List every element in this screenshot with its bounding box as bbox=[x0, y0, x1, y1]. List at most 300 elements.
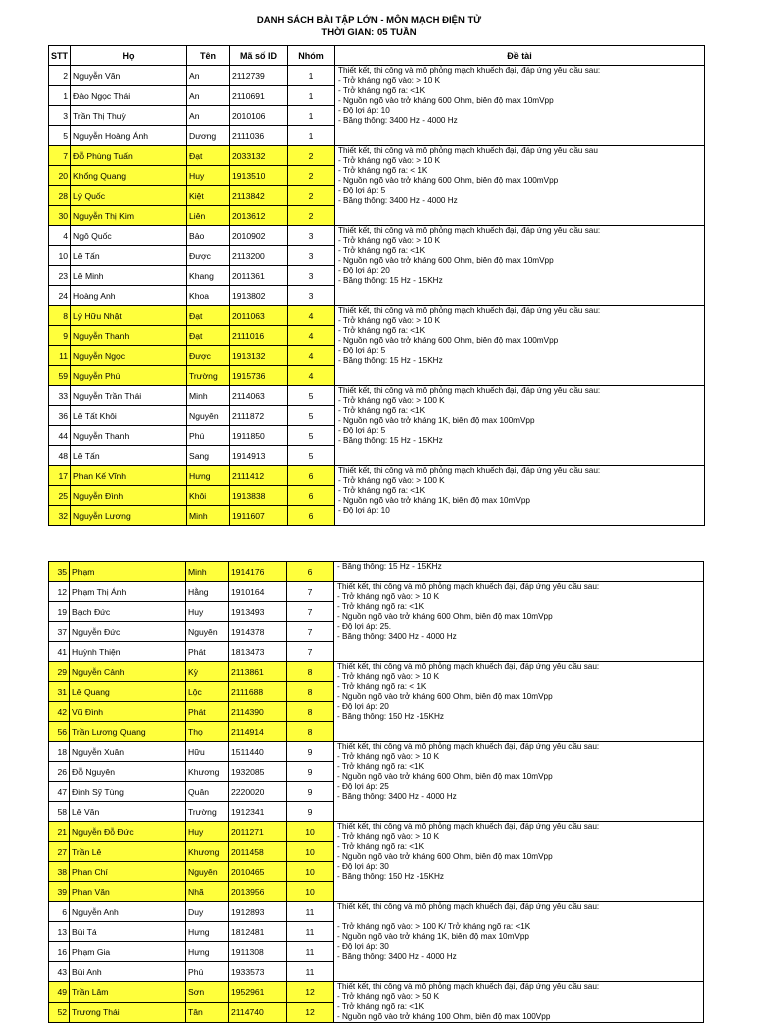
cell-id: 1911850 bbox=[230, 426, 288, 446]
topic-line: - Độ lợi áp: 25 bbox=[337, 782, 389, 791]
cell-ten: Bảo bbox=[187, 226, 230, 246]
cell-nhom: 3 bbox=[288, 226, 335, 246]
cell-topic bbox=[335, 466, 705, 526]
table-row bbox=[49, 466, 705, 486]
cell-nhom: 1 bbox=[288, 126, 335, 146]
cell-nhom: 1 bbox=[288, 106, 335, 126]
cell-stt: 36 bbox=[49, 406, 71, 426]
cell-nhom: 2 bbox=[288, 166, 335, 186]
cell-nhom: 9 bbox=[287, 742, 334, 762]
table-row bbox=[49, 562, 704, 582]
cell-ten: Minh bbox=[187, 386, 230, 406]
cell-ho: Vũ Đình bbox=[70, 702, 186, 722]
topic-line: - Độ lợi áp: 10 bbox=[338, 106, 390, 115]
topic-line: - Độ lợi áp: 5 bbox=[338, 346, 386, 355]
cell-id: 1813473 bbox=[229, 642, 287, 662]
cell-ten: Minh bbox=[187, 506, 230, 526]
cell-id: 2113842 bbox=[230, 186, 288, 206]
table-header-row bbox=[49, 46, 705, 66]
topic-line: - Trở kháng ngõ ra: <1K bbox=[338, 86, 426, 95]
cell-nhom: 8 bbox=[287, 722, 334, 742]
cell-id: 1511440 bbox=[229, 742, 287, 762]
cell-stt: 24 bbox=[49, 286, 71, 306]
cell-id: 1914176 bbox=[229, 562, 287, 582]
cell-id: 2011361 bbox=[230, 266, 288, 286]
topic-line: - Trở kháng ngõ ra: <1K bbox=[338, 406, 426, 415]
document-subtitle: THỜI GIAN: 05 TUẦN bbox=[321, 27, 417, 38]
table-row bbox=[49, 662, 704, 682]
cell-id: 2114740 bbox=[229, 1002, 287, 1023]
topic-line: - Nguồn ngõ vào trở kháng 600 Ohm, biên độ max 10mVpp bbox=[338, 256, 554, 265]
cell-nhom: 1 bbox=[288, 66, 335, 86]
document-title: DANH SÁCH BÀI TẬP LỚN - MÔN MẠCH ĐIỆN TỬ bbox=[256, 15, 482, 26]
topic-line: - Trở kháng ngõ ra: <1K bbox=[337, 602, 425, 611]
cell-ten: Thọ bbox=[186, 722, 229, 742]
cell-ten: Khương bbox=[186, 842, 229, 862]
cell-id: 1933573 bbox=[229, 962, 287, 982]
cell-topic bbox=[334, 582, 704, 662]
cell-ten: Phát bbox=[186, 702, 229, 722]
cell-id: 1913510 bbox=[230, 166, 288, 186]
topic-line: - Trở kháng ngõ ra: <1K bbox=[338, 486, 426, 495]
cell-ten: Hữu bbox=[186, 742, 229, 762]
cell-nhom: 6 bbox=[288, 506, 335, 526]
topic-line: - Nguồn ngõ vào trở kháng 100 Ohm, biên độ max 100Vpp bbox=[337, 1012, 551, 1021]
cell-ten: Đạt bbox=[187, 306, 230, 326]
header-id: Mã số ID bbox=[230, 46, 288, 66]
cell-stt: 37 bbox=[49, 622, 70, 642]
cell-nhom: 10 bbox=[287, 882, 334, 902]
cell-ho: Nguyễn Anh bbox=[70, 902, 186, 922]
cell-stt: 21 bbox=[49, 822, 70, 842]
cell-nhom: 12 bbox=[287, 982, 334, 1003]
header-nhom: Nhóm bbox=[288, 46, 335, 66]
table-row bbox=[49, 742, 704, 762]
topic-line: - Nguồn ngõ vào trở kháng 1K, biên độ max 100mVpp bbox=[338, 416, 535, 425]
cell-nhom: 5 bbox=[288, 386, 335, 406]
cell-stt: 38 bbox=[49, 862, 70, 882]
cell-stt: 28 bbox=[49, 186, 71, 206]
cell-ho: Nguyễn Thanh bbox=[71, 426, 187, 446]
cell-stt: 35 bbox=[49, 562, 70, 582]
cell-ho: Phạm Thị Ánh bbox=[70, 582, 186, 602]
cell-stt: 6 bbox=[49, 902, 70, 922]
cell-nhom: 9 bbox=[287, 802, 334, 822]
cell-ten: Huy bbox=[186, 822, 229, 842]
cell-topic bbox=[334, 662, 704, 742]
cell-stt: 31 bbox=[49, 682, 70, 702]
cell-nhom: 8 bbox=[287, 662, 334, 682]
cell-stt: 56 bbox=[49, 722, 70, 742]
cell-ho: Trần Lê bbox=[70, 842, 186, 862]
cell-ten: Hưng bbox=[186, 942, 229, 962]
cell-ho: Lê Tấn bbox=[71, 446, 187, 466]
topic-line: - Nguồn ngõ vào trở kháng 600 Ohm, biên độ max 10mVpp bbox=[337, 772, 553, 781]
assignment-table-page1 bbox=[48, 45, 705, 526]
cell-ten: An bbox=[187, 86, 230, 106]
cell-nhom: 3 bbox=[288, 286, 335, 306]
cell-stt: 4 bbox=[49, 226, 71, 246]
cell-ten: An bbox=[187, 66, 230, 86]
cell-id: 1914913 bbox=[230, 446, 288, 466]
topic-line: - Độ lợi áp: 25. bbox=[337, 622, 392, 631]
cell-nhom: 10 bbox=[287, 842, 334, 862]
topic-line: Thiết kết, thi công và mô phỏng mạch khuếch đại, đáp ứng yêu cầu sau: bbox=[337, 822, 600, 831]
cell-ten: Tân bbox=[186, 1002, 229, 1023]
cell-nhom: 5 bbox=[288, 406, 335, 426]
topic-line: - Trở kháng ngõ vào: > 10 K bbox=[337, 832, 440, 841]
topic-line: - Độ lợi áp: 10 bbox=[338, 506, 390, 515]
cell-topic bbox=[335, 146, 705, 226]
cell-id: 2010465 bbox=[229, 862, 287, 882]
cell-ten: Nguyên bbox=[186, 622, 229, 642]
cell-id: 1910164 bbox=[229, 582, 287, 602]
cell-id: 2011458 bbox=[229, 842, 287, 862]
topic-line: - Nguồn ngõ vào trở kháng 600 Ohm, biên độ max 100mVpp bbox=[338, 336, 559, 345]
topic-line: Thiết kết, thi công và mô phỏng mạch khuếch đại, đáp ứng yêu cầu sau bbox=[338, 146, 598, 155]
cell-ten: Huy bbox=[187, 166, 230, 186]
cell-stt: 27 bbox=[49, 842, 70, 862]
cell-nhom: 10 bbox=[287, 862, 334, 882]
cell-id: 1932085 bbox=[229, 762, 287, 782]
cell-ten: Trường bbox=[186, 802, 229, 822]
cell-id: 2013612 bbox=[230, 206, 288, 226]
topic-line: - Băng thông: 3400 Hz - 4000 Hz bbox=[338, 116, 458, 125]
cell-ho: Lý Hữu Nhật bbox=[71, 306, 187, 326]
topic-line: - Độ lợi áp: 20 bbox=[338, 266, 390, 275]
cell-ho: Đỗ Phùng Tuấn bbox=[71, 146, 187, 166]
cell-ho: Đinh Sỹ Tùng bbox=[70, 782, 186, 802]
table-row bbox=[49, 902, 704, 922]
cell-stt: 5 bbox=[49, 126, 71, 146]
topic-line: Thiết kết, thi công và mô phỏng mạch khuếch đại, đáp ứng yêu cầu sau: bbox=[337, 742, 600, 751]
cell-nhom: 4 bbox=[288, 306, 335, 326]
cell-id: 2010106 bbox=[230, 106, 288, 126]
cell-nhom: 5 bbox=[288, 426, 335, 446]
header-detai: Đề tài bbox=[335, 46, 705, 66]
cell-ten: Kiệt bbox=[187, 186, 230, 206]
cell-ten: Huy bbox=[186, 602, 229, 622]
cell-ten: Được bbox=[187, 346, 230, 366]
cell-nhom: 9 bbox=[287, 782, 334, 802]
topic-line: - Trở kháng ngõ vào: > 10 K bbox=[337, 752, 440, 761]
cell-stt: 9 bbox=[49, 326, 71, 346]
topic-line: - Trở kháng ngõ ra: <1K bbox=[337, 762, 425, 771]
cell-nhom: 6 bbox=[288, 486, 335, 506]
topic-line: - Băng thông: 15 Hz - 15KHz bbox=[338, 356, 443, 365]
table-row bbox=[49, 822, 704, 842]
cell-ho: Phạm bbox=[70, 562, 186, 582]
cell-ten: Dương bbox=[187, 126, 230, 146]
cell-nhom: 8 bbox=[287, 702, 334, 722]
cell-id: 1912893 bbox=[229, 902, 287, 922]
cell-ho: Khổng Quang bbox=[71, 166, 187, 186]
topic-line: Thiết kết, thi công và mô phỏng mạch khuếch đại, đáp ứng yêu cầu sau: bbox=[337, 902, 600, 911]
cell-id: 2111412 bbox=[230, 466, 288, 486]
cell-id: 1914378 bbox=[229, 622, 287, 642]
cell-ten: Nhã bbox=[186, 882, 229, 902]
cell-id: 1913838 bbox=[230, 486, 288, 506]
cell-ho: Trần Thị Thuỳ bbox=[71, 106, 187, 126]
cell-stt: 58 bbox=[49, 802, 70, 822]
topic-line: Thiết kết, thi công và mô phỏng mạch khuếch đại, đáp ứng yêu cầu sau: bbox=[337, 582, 600, 591]
cell-ho: Lê Tấn bbox=[71, 246, 187, 266]
cell-stt: 26 bbox=[49, 762, 70, 782]
cell-stt: 48 bbox=[49, 446, 71, 466]
topic-line: - Băng thông: 3400 Hz - 4000 Hz bbox=[337, 952, 457, 961]
cell-ho: Bùi Tá bbox=[70, 922, 186, 942]
cell-ten: Phú bbox=[187, 426, 230, 446]
cell-id: 2111016 bbox=[230, 326, 288, 346]
header-stt: STT bbox=[49, 46, 71, 66]
cell-id: 1911607 bbox=[230, 506, 288, 526]
cell-stt: 1 bbox=[49, 86, 71, 106]
topic-line: Thiết kết, thi công và mô phỏng mạch khuếch đại, đáp ứng yêu cầu sau: bbox=[338, 306, 601, 315]
cell-stt: 11 bbox=[49, 346, 71, 366]
topic-line: - Trở kháng ngõ ra: <1K bbox=[337, 1002, 425, 1011]
cell-stt: 29 bbox=[49, 662, 70, 682]
topic-line: Thiết kết, thi công và mô phỏng mạch khuếch đại, đáp ứng yêu cầu sau: bbox=[337, 662, 600, 671]
cell-nhom: 2 bbox=[288, 146, 335, 166]
cell-ten: Được bbox=[187, 246, 230, 266]
cell-ten: Phú bbox=[186, 962, 229, 982]
topic-line: Thiết kết, thi công và mô phỏng mạch khuếch đại, đáp ứng yêu cầu sau: bbox=[338, 226, 601, 235]
table-body-page1 bbox=[49, 66, 705, 526]
cell-nhom: 6 bbox=[288, 466, 335, 486]
topic-line: Thiết kết, thi công và mô phỏng mạch khuếch đại, đáp ứng yêu cầu sau: bbox=[338, 386, 601, 395]
cell-ho: Phan Văn bbox=[70, 882, 186, 902]
cell-ho: Nguyễn Lương bbox=[71, 506, 187, 526]
table-row bbox=[49, 226, 705, 246]
cell-ho: Nguyễn Phú bbox=[71, 366, 187, 386]
cell-nhom: 1 bbox=[288, 86, 335, 106]
topic-line: - Băng thông: 15 Hz - 15KHz bbox=[337, 562, 442, 571]
cell-stt: 13 bbox=[49, 922, 70, 942]
cell-ho: Nguyễn Hoàng Ánh bbox=[71, 126, 187, 146]
cell-stt: 42 bbox=[49, 702, 70, 722]
topic-line: - Độ lợi áp: 5 bbox=[338, 186, 386, 195]
cell-nhom: 8 bbox=[287, 682, 334, 702]
cell-stt: 41 bbox=[49, 642, 70, 662]
cell-stt: 25 bbox=[49, 486, 71, 506]
topic-line: - Trở kháng ngõ vào: > 50 K bbox=[337, 992, 440, 1001]
cell-ten: Nguyên bbox=[187, 406, 230, 426]
cell-nhom: 4 bbox=[288, 366, 335, 386]
cell-ho: Trần Lâm bbox=[70, 982, 186, 1003]
topic-line: - Nguồn ngõ vào trở kháng 1K, biên độ max 10mVpp bbox=[337, 932, 529, 941]
cell-nhom: 7 bbox=[287, 582, 334, 602]
cell-ho: Đào Ngọc Thái bbox=[71, 86, 187, 106]
topic-line: - Trở kháng ngõ vào: > 10 K bbox=[337, 672, 440, 681]
cell-stt: 52 bbox=[49, 1002, 70, 1023]
cell-ho: Bùi Anh bbox=[70, 962, 186, 982]
cell-ho: Bạch Đức bbox=[70, 602, 186, 622]
cell-id: 2111872 bbox=[230, 406, 288, 426]
cell-nhom: 4 bbox=[288, 346, 335, 366]
cell-stt: 16 bbox=[49, 942, 70, 962]
cell-ten: Duy bbox=[186, 902, 229, 922]
cell-id: 1915736 bbox=[230, 366, 288, 386]
cell-ho: Phan Kế Vĩnh bbox=[71, 466, 187, 486]
topic-line: - Nguồn ngõ vào trở kháng 600 Ohm, biên độ max 10mVpp bbox=[337, 612, 553, 621]
cell-stt: 19 bbox=[49, 602, 70, 622]
cell-nhom: 3 bbox=[288, 246, 335, 266]
cell-stt: 49 bbox=[49, 982, 70, 1003]
cell-ten: Nguyên bbox=[186, 862, 229, 882]
cell-ten: Quân bbox=[186, 782, 229, 802]
cell-topic bbox=[335, 226, 705, 306]
cell-topic bbox=[334, 742, 704, 822]
cell-ho: Trần Lương Quang bbox=[70, 722, 186, 742]
cell-ho: Đỗ Nguyên bbox=[70, 762, 186, 782]
topic-line: - Trở kháng ngõ vào: > 10 K bbox=[338, 76, 441, 85]
cell-ten: Đạt bbox=[187, 146, 230, 166]
cell-ho: Nguyễn Thị Kim bbox=[71, 206, 187, 226]
table-row bbox=[49, 66, 705, 86]
topic-line: - Độ lợi áp: 30 bbox=[337, 942, 389, 951]
topic-line: - Độ lợi áp: 30 bbox=[337, 862, 389, 871]
cell-nhom: 7 bbox=[287, 602, 334, 622]
topic-line: - Trở kháng ngõ vào: > 10 K bbox=[337, 592, 440, 601]
topic-line: Thiết kết, thi công và mô phỏng mạch khuếch đại, đáp ứng yêu cầu sau: bbox=[337, 982, 600, 991]
cell-id: 2114063 bbox=[230, 386, 288, 406]
cell-topic bbox=[334, 822, 704, 902]
table-row bbox=[49, 582, 704, 602]
cell-ho: Phạm Gia bbox=[70, 942, 186, 962]
cell-ten: Khang bbox=[187, 266, 230, 286]
cell-stt: 32 bbox=[49, 506, 71, 526]
cell-id: 1913132 bbox=[230, 346, 288, 366]
cell-ho: Trương Thái bbox=[70, 1002, 186, 1023]
cell-ho: Phan Chí bbox=[70, 862, 186, 882]
cell-topic bbox=[334, 982, 704, 1023]
cell-stt: 33 bbox=[49, 386, 71, 406]
header-ho: Họ bbox=[71, 46, 187, 66]
cell-nhom: 12 bbox=[287, 1002, 334, 1023]
topic-line: - Trở kháng ngõ ra: <1K bbox=[337, 842, 425, 851]
cell-id: 1952961 bbox=[229, 982, 287, 1003]
cell-ho: Nguyễn Trần Thái bbox=[71, 386, 187, 406]
topic-line: - Băng thông: 15 Hz - 15KHz bbox=[338, 436, 443, 445]
cell-ten: Minh bbox=[186, 562, 229, 582]
cell-ten: Liên bbox=[187, 206, 230, 226]
cell-stt: 23 bbox=[49, 266, 71, 286]
cell-nhom: 6 bbox=[287, 562, 334, 582]
document-title-block bbox=[0, 15, 768, 39]
cell-stt: 10 bbox=[49, 246, 71, 266]
topic-line: - Băng thông: 3400 Hz - 4000 Hz bbox=[338, 196, 458, 205]
table-row bbox=[49, 146, 705, 166]
cell-ho: Lê Minh bbox=[71, 266, 187, 286]
topic-line: - Trở kháng ngõ ra: < 1K bbox=[338, 166, 428, 175]
cell-ten: Trường bbox=[187, 366, 230, 386]
cell-nhom: 5 bbox=[288, 446, 335, 466]
cell-id: 2112739 bbox=[230, 66, 288, 86]
cell-nhom: 7 bbox=[287, 622, 334, 642]
cell-nhom: 11 bbox=[287, 942, 334, 962]
cell-id: 2111036 bbox=[230, 126, 288, 146]
cell-id: 2011271 bbox=[229, 822, 287, 842]
topic-line: - Nguồn ngõ vào trở kháng 600 Ohm, biên độ max 10mVpp bbox=[337, 692, 553, 701]
cell-ho: Nguyễn Cảnh bbox=[70, 662, 186, 682]
table-row bbox=[49, 982, 704, 1003]
topic-line: - Băng thông: 3400 Hz - 4000 Hz bbox=[337, 792, 457, 801]
topic-line: - Băng thông: 15 Hz - 15KHz bbox=[338, 276, 443, 285]
cell-ho: Lý Quốc bbox=[71, 186, 187, 206]
cell-ho: Huỳnh Thiện bbox=[70, 642, 186, 662]
table-row bbox=[49, 386, 705, 406]
cell-stt: 12 bbox=[49, 582, 70, 602]
cell-topic bbox=[335, 66, 705, 146]
cell-ten: Phát bbox=[186, 642, 229, 662]
cell-id: 2114914 bbox=[229, 722, 287, 742]
cell-stt: 20 bbox=[49, 166, 71, 186]
topic-line: - Độ lợi áp: 5 bbox=[338, 426, 386, 435]
cell-ho: Lê Quang bbox=[70, 682, 186, 702]
cell-nhom: 11 bbox=[287, 902, 334, 922]
cell-ho: Nguyễn Đình bbox=[71, 486, 187, 506]
cell-stt: 3 bbox=[49, 106, 71, 126]
cell-stt: 2 bbox=[49, 66, 71, 86]
cell-id: 2220020 bbox=[229, 782, 287, 802]
cell-ten: Sơn bbox=[186, 982, 229, 1003]
table-body-page2 bbox=[49, 562, 704, 1023]
cell-id: 2013956 bbox=[229, 882, 287, 902]
cell-nhom: 10 bbox=[287, 822, 334, 842]
cell-id: 1913493 bbox=[229, 602, 287, 622]
table-row bbox=[49, 306, 705, 326]
cell-stt: 43 bbox=[49, 962, 70, 982]
topic-line: - Trở kháng ngõ vào: > 100 K bbox=[338, 396, 445, 405]
topic-line: - Trở kháng ngõ ra: < 1K bbox=[337, 682, 427, 691]
topic-line: - Trở kháng ngõ vào: > 10 K bbox=[338, 236, 441, 245]
cell-ten: Lộc bbox=[186, 682, 229, 702]
cell-id: 2111688 bbox=[229, 682, 287, 702]
cell-ho: Hoàng Anh bbox=[71, 286, 187, 306]
cell-ten: Đạt bbox=[187, 326, 230, 346]
cell-ho: Nguyễn Ngọc bbox=[71, 346, 187, 366]
topic-line: - Nguồn ngõ vào trở kháng 600 Ohm, biên độ max 10mVpp bbox=[337, 852, 553, 861]
cell-stt: 7 bbox=[49, 146, 71, 166]
cell-topic bbox=[335, 386, 705, 466]
cell-stt: 17 bbox=[49, 466, 71, 486]
topic-line: - Trở kháng ngõ ra: <1K bbox=[338, 246, 426, 255]
topic-line: Thiết kết, thi công và mô phỏng mạch khuếch đại, đáp ứng yêu cầu sau: bbox=[338, 466, 601, 475]
cell-id: 1911308 bbox=[229, 942, 287, 962]
topic-line: - Băng thông: 150 Hz -15KHz bbox=[337, 872, 444, 881]
assignment-table-page2 bbox=[48, 561, 704, 1023]
cell-stt: 47 bbox=[49, 782, 70, 802]
cell-nhom: 7 bbox=[287, 642, 334, 662]
cell-id: 2110691 bbox=[230, 86, 288, 106]
topic-line: - Trở kháng ngõ vào: > 100 K/ Trở kháng ngõ ra: <1K bbox=[337, 922, 531, 931]
topic-line: - Trở kháng ngõ vào: > 10 K bbox=[338, 156, 441, 165]
cell-ho: Nguyễn Đức bbox=[70, 622, 186, 642]
topic-line: - Nguồn ngõ vào trở kháng 600 Ohm, biên độ max 100mVpp bbox=[338, 176, 559, 185]
cell-nhom: 3 bbox=[288, 266, 335, 286]
cell-ten: Kỳ bbox=[186, 662, 229, 682]
topic-line: - Trở kháng ngõ ra: <1K bbox=[338, 326, 426, 335]
cell-id: 2011063 bbox=[230, 306, 288, 326]
cell-ho: Lê Văn bbox=[70, 802, 186, 822]
cell-id: 1913802 bbox=[230, 286, 288, 306]
cell-stt: 44 bbox=[49, 426, 71, 446]
cell-ten: Hằng bbox=[186, 582, 229, 602]
cell-stt: 18 bbox=[49, 742, 70, 762]
topic-line: Thiết kết, thi công và mô phỏng mạch khuếch đại, đáp ứng yêu cầu sau: bbox=[338, 66, 601, 75]
cell-ho: Nguyễn Đỗ Đức bbox=[70, 822, 186, 842]
topic-line: - Băng thông: 150 Hz -15KHz bbox=[337, 712, 444, 721]
